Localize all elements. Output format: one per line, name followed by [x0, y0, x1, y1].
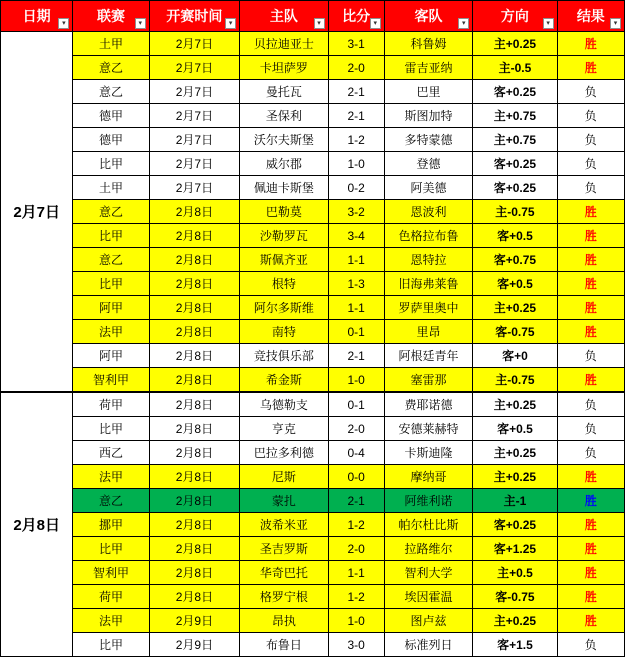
column-header-label: 开赛时间	[166, 8, 223, 24]
score-cell: 1-1	[328, 296, 384, 320]
away-team-cell: 恩特拉	[384, 248, 472, 272]
score-cell: 1-2	[328, 585, 384, 609]
table-row	[1, 633, 625, 657]
away-team-cell: 拉路维尔	[384, 537, 472, 561]
column-header-score	[328, 1, 384, 32]
home-team-cell: 乌德勒支	[240, 392, 328, 417]
kickoff-cell: 2月8日	[149, 272, 239, 296]
home-team-cell: 希金斯	[240, 368, 328, 393]
kickoff-cell: 2月7日	[149, 80, 239, 104]
home-team-cell: 巴勒莫	[240, 200, 328, 224]
filter-dropdown-icon[interactable]: ▾	[370, 18, 381, 29]
result-cell: 负	[557, 441, 624, 465]
table-row	[1, 465, 625, 489]
league-cell: 比甲	[73, 272, 149, 296]
kickoff-cell: 2月8日	[149, 465, 239, 489]
direction-cell: 主-1	[473, 489, 557, 513]
score-cell: 0-0	[328, 465, 384, 489]
result-cell: 负	[557, 392, 624, 417]
table-row	[1, 489, 625, 513]
direction-cell: 客+1.5	[473, 633, 557, 657]
direction-cell: 主+0.25	[473, 465, 557, 489]
league-cell: 法甲	[73, 609, 149, 633]
result-cell: 胜	[557, 296, 624, 320]
league-cell: 意乙	[73, 248, 149, 272]
result-cell: 负	[557, 176, 624, 200]
result-cell: 负	[557, 104, 624, 128]
column-header-result	[557, 1, 624, 32]
home-team-cell: 根特	[240, 272, 328, 296]
score-cell: 1-0	[328, 152, 384, 176]
filter-dropdown-icon[interactable]: ▾	[135, 18, 146, 29]
away-team-cell: 费耶诺德	[384, 392, 472, 417]
away-team-cell: 斯图加特	[384, 104, 472, 128]
table-row	[1, 392, 625, 417]
kickoff-cell: 2月8日	[149, 489, 239, 513]
filter-dropdown-icon[interactable]: ▾	[543, 18, 554, 29]
table-row	[1, 248, 625, 272]
away-team-cell: 阿根廷青年	[384, 344, 472, 368]
table-row	[1, 441, 625, 465]
away-team-cell: 旧海弗莱鲁	[384, 272, 472, 296]
table-row	[1, 296, 625, 320]
away-team-cell: 科鲁姆	[384, 32, 472, 56]
home-team-cell: 斯佩齐亚	[240, 248, 328, 272]
direction-cell: 主+0.25	[473, 392, 557, 417]
table-row	[1, 32, 625, 56]
score-cell: 1-0	[328, 609, 384, 633]
table-row	[1, 417, 625, 441]
table-row	[1, 344, 625, 368]
direction-cell: 客+0	[473, 344, 557, 368]
away-team-cell: 登德	[384, 152, 472, 176]
direction-cell: 主+0.75	[473, 104, 557, 128]
table-row	[1, 585, 625, 609]
score-cell: 2-0	[328, 56, 384, 80]
score-cell: 2-1	[328, 489, 384, 513]
column-header-label: 联赛	[97, 8, 126, 24]
home-team-cell: 亨克	[240, 417, 328, 441]
away-team-cell: 摩纳哥	[384, 465, 472, 489]
league-cell: 阿甲	[73, 344, 149, 368]
result-cell: 胜	[557, 200, 624, 224]
league-cell: 挪甲	[73, 513, 149, 537]
table-row	[1, 537, 625, 561]
home-team-cell: 圣保利	[240, 104, 328, 128]
away-team-cell: 安德莱赫特	[384, 417, 472, 441]
direction-cell: 客-0.75	[473, 585, 557, 609]
score-cell: 2-1	[328, 80, 384, 104]
league-cell: 德甲	[73, 104, 149, 128]
result-cell: 胜	[557, 465, 624, 489]
direction-cell: 客+0.25	[473, 176, 557, 200]
league-cell: 德甲	[73, 128, 149, 152]
away-team-cell: 埃因霍温	[384, 585, 472, 609]
result-cell: 负	[557, 152, 624, 176]
league-cell: 荷甲	[73, 392, 149, 417]
home-team-cell: 格罗宁根	[240, 585, 328, 609]
score-cell: 1-0	[328, 368, 384, 393]
kickoff-cell: 2月9日	[149, 609, 239, 633]
table-row	[1, 224, 625, 248]
result-cell: 胜	[557, 32, 624, 56]
league-cell: 土甲	[73, 32, 149, 56]
table-row	[1, 368, 625, 393]
home-team-cell: 沃尔夫斯堡	[240, 128, 328, 152]
filter-dropdown-icon[interactable]: ▾	[225, 18, 236, 29]
result-cell: 胜	[557, 224, 624, 248]
kickoff-cell: 2月8日	[149, 537, 239, 561]
kickoff-cell: 2月8日	[149, 344, 239, 368]
league-cell: 意乙	[73, 80, 149, 104]
score-cell: 3-2	[328, 200, 384, 224]
score-cell: 0-4	[328, 441, 384, 465]
direction-cell: 客-0.75	[473, 320, 557, 344]
kickoff-cell: 2月7日	[149, 176, 239, 200]
score-cell: 3-1	[328, 32, 384, 56]
result-cell: 负	[557, 344, 624, 368]
column-header-date	[1, 1, 73, 32]
home-team-cell: 波希米亚	[240, 513, 328, 537]
kickoff-cell: 2月9日	[149, 633, 239, 657]
direction-cell: 主+0.25	[473, 32, 557, 56]
away-team-cell: 塞﻿﻿雷那	[384, 368, 472, 393]
result-cell: 负	[557, 633, 624, 657]
date-group-cell: 2月7日	[1, 32, 73, 393]
column-header-home	[240, 1, 328, 32]
kickoff-cell: 2月8日	[149, 561, 239, 585]
home-team-cell: 圣吉罗斯	[240, 537, 328, 561]
kickoff-cell: 2月8日	[149, 368, 239, 393]
result-cell: 胜	[557, 248, 624, 272]
direction-cell: 主+0.75	[473, 128, 557, 152]
home-team-cell: 尼斯	[240, 465, 328, 489]
kickoff-cell: 2月7日	[149, 128, 239, 152]
table-row	[1, 128, 625, 152]
direction-cell: 主+0.5	[473, 561, 557, 585]
result-cell: 负	[557, 417, 624, 441]
kickoff-cell: 2月7日	[149, 32, 239, 56]
direction-cell: 主+0.25	[473, 609, 557, 633]
kickoff-cell: 2月7日	[149, 56, 239, 80]
table-row	[1, 80, 625, 104]
away-team-cell: 恩波利	[384, 200, 472, 224]
away-team-cell: 巴里	[384, 80, 472, 104]
direction-cell: 客+1.25	[473, 537, 557, 561]
league-cell: 法甲	[73, 320, 149, 344]
home-team-cell: 华奇巴托	[240, 561, 328, 585]
result-cell: 胜	[557, 56, 624, 80]
direction-cell: 主-0.75	[473, 200, 557, 224]
league-cell: 荷甲	[73, 585, 149, 609]
kickoff-cell: 2月7日	[149, 104, 239, 128]
score-cell: 2-1	[328, 344, 384, 368]
away-team-cell: 阿美德	[384, 176, 472, 200]
league-cell: 智利甲	[73, 561, 149, 585]
table-row	[1, 200, 625, 224]
league-cell: 法甲	[73, 465, 149, 489]
result-cell: 负	[557, 80, 624, 104]
home-team-cell: 巴拉多利德	[240, 441, 328, 465]
home-team-cell: 贝拉迪亚士	[240, 32, 328, 56]
direction-cell: 主+0.25	[473, 441, 557, 465]
kickoff-cell: 2月8日	[149, 224, 239, 248]
direction-cell: 客+0.75	[473, 248, 557, 272]
column-header-label: 主队	[269, 8, 298, 24]
away-team-cell: 罗萨里奥中	[384, 296, 472, 320]
kickoff-cell: 2月8日	[149, 417, 239, 441]
filter-dropdown-icon[interactable]: ▾	[58, 18, 69, 29]
score-cell: 2-0	[328, 537, 384, 561]
league-cell: 意乙	[73, 56, 149, 80]
kickoff-cell: 2月8日	[149, 200, 239, 224]
score-cell: 0-1	[328, 320, 384, 344]
kickoff-cell: 2月8日	[149, 585, 239, 609]
away-team-cell: 阿维利诺	[384, 489, 472, 513]
league-cell: 西乙	[73, 441, 149, 465]
direction-cell: 客+0.5	[473, 417, 557, 441]
away-team-cell: 图卢兹	[384, 609, 472, 633]
league-cell: 意乙	[73, 200, 149, 224]
table-row	[1, 152, 625, 176]
result-cell: 胜	[557, 537, 624, 561]
score-cell: 2-0	[328, 417, 384, 441]
home-team-cell: 威尔郡	[240, 152, 328, 176]
away-team-cell: 帕尔杜比斯	[384, 513, 472, 537]
kickoff-cell: 2月8日	[149, 248, 239, 272]
home-team-cell: 布鲁日	[240, 633, 328, 657]
result-cell: 胜	[557, 272, 624, 296]
table-row	[1, 272, 625, 296]
away-team-cell: 多特蒙德	[384, 128, 472, 152]
home-team-cell: 蒙扎	[240, 489, 328, 513]
kickoff-cell: 2月8日	[149, 320, 239, 344]
league-cell: 智利甲	[73, 368, 149, 393]
table-row	[1, 176, 625, 200]
home-team-cell: 阿尔多斯维	[240, 296, 328, 320]
kickoff-cell: 2月8日	[149, 296, 239, 320]
direction-cell: 主-0.75	[473, 368, 557, 393]
league-cell: 土甲	[73, 176, 149, 200]
column-header-league	[73, 1, 149, 32]
table-row	[1, 609, 625, 633]
direction-cell: 客+0.25	[473, 152, 557, 176]
filter-dropdown-icon[interactable]: ▾	[458, 18, 469, 29]
away-team-cell: 智利大学	[384, 561, 472, 585]
column-header-kickoff	[149, 1, 239, 32]
column-header-label: 结果	[576, 8, 605, 24]
direction-cell: 客+0.25	[473, 513, 557, 537]
column-header-away	[384, 1, 472, 32]
league-cell: 意乙	[73, 489, 149, 513]
score-cell: 1-1	[328, 248, 384, 272]
league-cell: 阿甲	[73, 296, 149, 320]
column-header-label: 日期	[22, 8, 51, 24]
away-team-cell: 雷吉亚纳	[384, 56, 472, 80]
score-cell: 3-0	[328, 633, 384, 657]
filter-dropdown-icon[interactable]: ▾	[610, 18, 621, 29]
table-row	[1, 104, 625, 128]
league-cell: 比甲	[73, 633, 149, 657]
table-row	[1, 561, 625, 585]
direction-cell: 主-0.5	[473, 56, 557, 80]
result-cell: 胜	[557, 513, 624, 537]
result-cell: 胜	[557, 368, 624, 393]
table-row	[1, 320, 625, 344]
direction-cell: 客+0.5	[473, 272, 557, 296]
score-cell: 3-4	[328, 224, 384, 248]
league-cell: 比甲	[73, 224, 149, 248]
away-team-cell: 里昂	[384, 320, 472, 344]
away-team-cell: 标准列日	[384, 633, 472, 657]
result-cell: 胜	[557, 585, 624, 609]
score-cell: 2-1	[328, 104, 384, 128]
result-cell: 负	[557, 128, 624, 152]
column-header-label: 方向	[500, 8, 529, 24]
league-cell: 比甲	[73, 417, 149, 441]
result-cell: 胜	[557, 489, 624, 513]
table-row	[1, 56, 625, 80]
score-cell: 1-2	[328, 513, 384, 537]
away-team-cell: 卡斯迪隆	[384, 441, 472, 465]
league-cell: 比甲	[73, 152, 149, 176]
filter-dropdown-icon[interactable]: ▾	[314, 18, 325, 29]
direction-cell: 客+0.25	[473, 80, 557, 104]
direction-cell: 主+0.25	[473, 296, 557, 320]
score-cell: 0-1	[328, 392, 384, 417]
home-team-cell: 沙勒罗瓦	[240, 224, 328, 248]
column-header-label: 比分	[342, 8, 371, 24]
date-group-cell: 2月8日	[1, 392, 73, 657]
table-row	[1, 513, 625, 537]
score-cell: 0-2	[328, 176, 384, 200]
kickoff-cell: 2月7日	[149, 152, 239, 176]
score-cell: 1-2	[328, 128, 384, 152]
away-team-cell: 色格拉布鲁	[384, 224, 472, 248]
column-header-label: 客队	[414, 8, 443, 24]
home-team-cell: 南特	[240, 320, 328, 344]
table-header-row	[1, 1, 625, 32]
kickoff-cell: 2月8日	[149, 441, 239, 465]
column-header-direction	[473, 1, 557, 32]
result-cell: 胜	[557, 609, 624, 633]
home-team-cell: 竞技俱乐部	[240, 344, 328, 368]
kickoff-cell: 2月8日	[149, 513, 239, 537]
result-cell: 胜	[557, 561, 624, 585]
league-cell: 比甲	[73, 537, 149, 561]
home-team-cell: 卡坦萨罗	[240, 56, 328, 80]
home-team-cell: 曼托瓦	[240, 80, 328, 104]
score-cell: 1-1	[328, 561, 384, 585]
result-cell: 胜	[557, 320, 624, 344]
direction-cell: 客+0.5	[473, 224, 557, 248]
home-team-cell: 佩迪卡斯堡	[240, 176, 328, 200]
home-team-cell: 昂执	[240, 609, 328, 633]
kickoff-cell: 2月8日	[149, 392, 239, 417]
score-cell: 1-3	[328, 272, 384, 296]
